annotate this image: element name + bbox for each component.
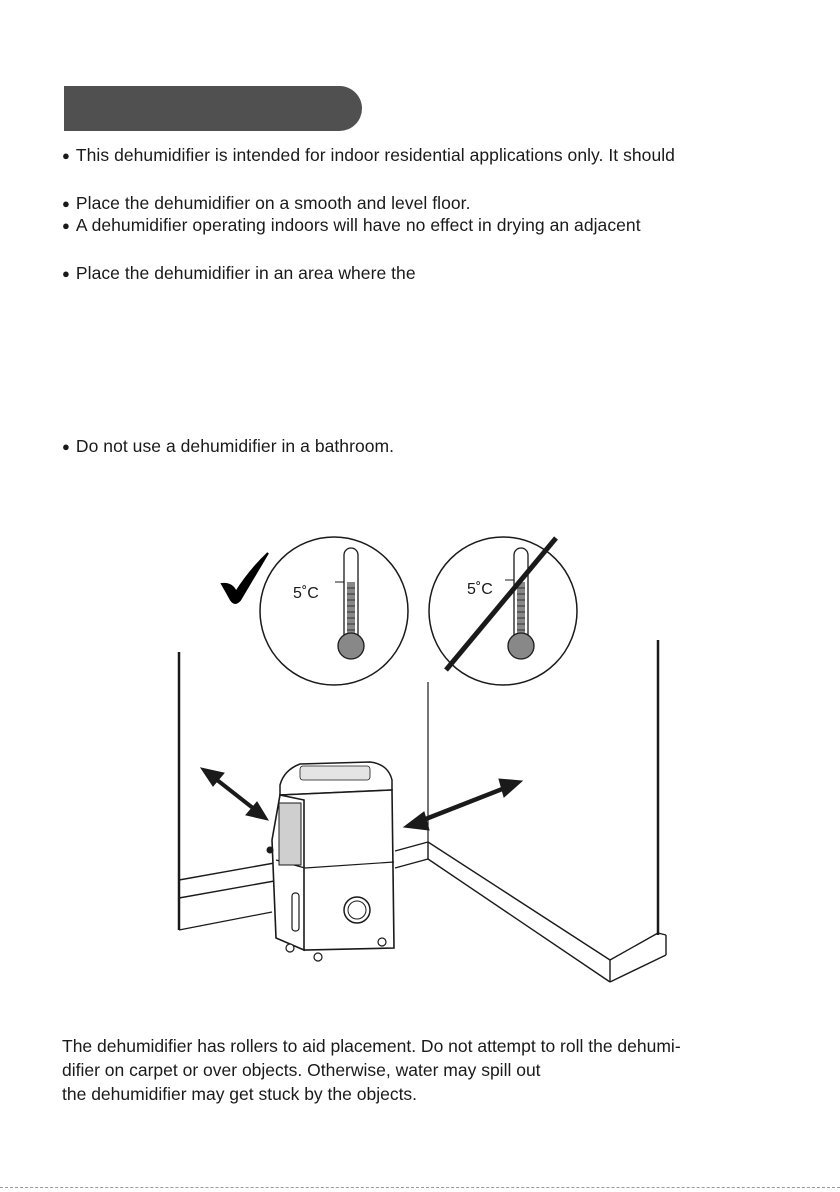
bullet-bathroom: ● Do not use a dehumidifier in a bathroom. (62, 436, 395, 456)
bullet-icon: ● (62, 148, 70, 163)
closing-line-3: the dehumidifier may get stuck by the objects. (62, 1084, 418, 1104)
page-bottom-rule (0, 1187, 840, 1188)
temperature-bad-label: 5˚C (467, 581, 493, 598)
bullet-icon: ● (62, 196, 70, 211)
thermometer-ok-badge (260, 537, 408, 685)
bullet-icon: ● (62, 439, 70, 454)
bullet-adjacent-area: ● A dehumidifier operating indoors will have no effect in drying an adjacent (62, 215, 641, 235)
thermometer-bad-badge (429, 537, 577, 685)
double-arrow-left (201, 768, 268, 820)
closing-line-1: The dehumidifier has rollers to aid placement. Do not attempt to roll the dehumi- (62, 1036, 681, 1056)
bullet-level-floor: ● Place the dehumidifier on a smooth and level floor. (62, 193, 471, 213)
dehumidifier-illustration (267, 762, 394, 961)
bullet-indoor-use: ● This dehumidifier is intended for indoor residential applications only. It should (62, 145, 675, 165)
temperature-ok-label: 5˚C (293, 585, 319, 602)
closing-line-2: difier on carpet or over objects. Otherwise, water may spill out (62, 1060, 541, 1080)
double-arrow-right (404, 779, 522, 830)
bullet-icon: ● (62, 266, 70, 281)
bullet-icon: ● (62, 218, 70, 233)
bullet-placement-area: ● Place the dehumidifier in an area where the (62, 263, 416, 283)
